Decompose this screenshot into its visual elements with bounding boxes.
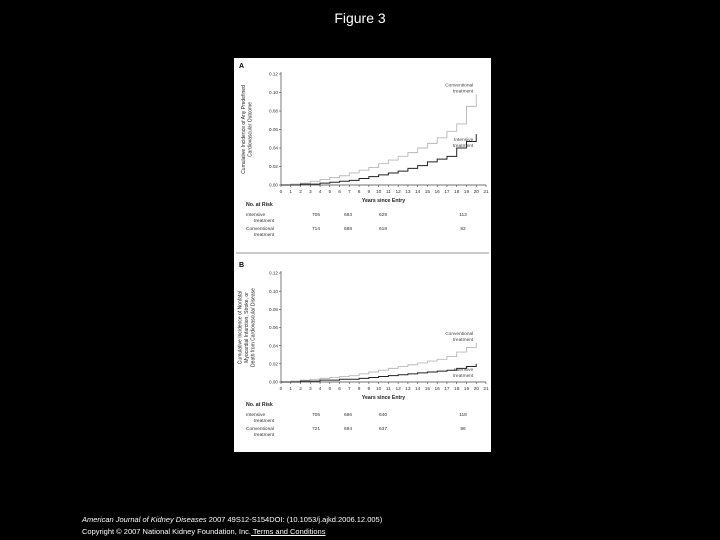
- risk-value: 637: [378, 427, 388, 432]
- y-axis-label: [238, 288, 257, 367]
- x-axis-label: Years since Entry: [361, 395, 406, 401]
- series-line-intensive: [281, 134, 476, 185]
- citation-line: [82, 514, 382, 526]
- series-label: treatment: [452, 373, 474, 379]
- risk-value: 113: [459, 213, 467, 218]
- x-tick-label: 20: [473, 387, 479, 392]
- series-label: Conventional: [445, 331, 474, 337]
- y-tick-label: 0.08: [269, 307, 278, 313]
- risk-row-label: Intensive: [246, 413, 266, 418]
- x-tick-label: 9: [367, 190, 371, 195]
- series-label: treatment: [452, 337, 474, 343]
- risk-value: 618: [378, 227, 388, 232]
- x-tick-label: 15: [424, 190, 431, 195]
- y-tick-label: 0.12: [269, 270, 278, 276]
- x-tick-label: 14: [414, 190, 421, 195]
- x-tick-label: 13: [405, 190, 411, 195]
- x-tick-label: 0: [279, 190, 283, 195]
- risk-table-header: No. at Risk: [246, 202, 273, 208]
- y-tick-label: 0.02: [269, 361, 278, 367]
- y-tick-label: 0.10: [269, 288, 278, 294]
- x-tick-label: 6: [338, 190, 341, 195]
- x-tick-label: 8: [357, 190, 361, 195]
- y-tick-label: 0.04: [269, 343, 278, 349]
- risk-value: 118: [459, 413, 467, 418]
- citation-text: 2007 49S12-S154DOI: (10.1053/j.ajkd.2006.12.005): [206, 515, 383, 524]
- y-tick-label: 0.06: [269, 325, 278, 331]
- x-tick-label: 17: [444, 387, 450, 392]
- terms-and-conditions-link[interactable]: Terms and Conditions: [250, 527, 326, 536]
- series-label: Intensive: [454, 138, 474, 144]
- x-tick-label: 16: [434, 190, 440, 195]
- x-axis-label: Years since Entry: [361, 198, 406, 204]
- risk-value: 640: [378, 413, 388, 418]
- x-tick-label: 11: [385, 387, 391, 392]
- y-axis-label-line: Death from Cardiovascular Disease: [250, 288, 257, 367]
- x-tick-label: 10: [375, 387, 382, 392]
- y-axis-label-line: Cumulative Incidence of Any Predefined: [240, 85, 247, 174]
- x-tick-label: 14: [414, 387, 421, 392]
- x-tick-label: 8: [357, 387, 361, 392]
- risk-row-label: Intensive: [246, 213, 266, 218]
- x-tick-label: 19: [463, 190, 470, 195]
- risk-value: 694: [343, 427, 353, 432]
- x-tick-label: 21: [483, 387, 489, 392]
- y-axis-label-line: Myocardial Infarction, Stroke, or: [244, 292, 250, 363]
- y-tick-label: 0.04: [269, 145, 278, 151]
- figure-panel: [234, 58, 491, 452]
- chart-panel-b: [238, 262, 489, 438]
- y-axis-label-line: Cardiovascular Outcome: [247, 101, 254, 158]
- x-tick-label: 11: [385, 190, 391, 195]
- y-tick-label: 0.12: [269, 71, 278, 77]
- risk-value: 92: [460, 227, 466, 232]
- x-tick-label: 16: [434, 387, 440, 392]
- risk-row-label: treatment: [254, 233, 275, 238]
- series-label: Conventional: [445, 83, 474, 89]
- y-tick-label: 0.00: [269, 379, 278, 385]
- risk-row-label: Conventional: [246, 227, 275, 232]
- x-tick-label: 1: [289, 190, 293, 195]
- risk-value: 683: [343, 213, 353, 218]
- series-label: Intensive: [454, 367, 474, 373]
- x-tick-label: 4: [318, 190, 322, 195]
- y-tick-label: 0.00: [269, 182, 278, 188]
- y-tick-label: 0.02: [269, 164, 278, 170]
- chart-panel-a: [239, 63, 489, 238]
- x-tick-label: 12: [395, 190, 401, 195]
- risk-value: 705: [311, 413, 321, 418]
- copyright-line: [82, 526, 382, 538]
- risk-value: 714: [311, 227, 321, 232]
- caption: [82, 514, 382, 538]
- x-tick-label: 4: [318, 387, 322, 392]
- copyright-text: Copyright © 2007 National Kidney Foundation, Inc.: [82, 527, 251, 536]
- x-tick-label: 7: [347, 387, 351, 392]
- y-axis-label: [241, 85, 254, 174]
- x-tick-label: 20: [473, 190, 479, 195]
- risk-value: 629: [378, 213, 388, 218]
- y-tick-label: 0.06: [269, 127, 278, 133]
- journal-name: American Journal of Kidney Diseases: [82, 515, 207, 524]
- x-tick-label: 7: [347, 190, 351, 195]
- x-tick-label: 2: [299, 190, 302, 195]
- risk-table-header: No. at Risk: [246, 402, 273, 408]
- x-tick-label: 5: [328, 190, 332, 195]
- x-tick-label: 2: [299, 387, 302, 392]
- risk-value: 721: [311, 427, 321, 432]
- x-tick-label: 18: [454, 190, 460, 195]
- y-tick-label: 0.08: [269, 108, 278, 114]
- risk-value: 686: [343, 413, 353, 418]
- x-tick-label: 5: [328, 387, 332, 392]
- risk-row-label: Conventional: [246, 427, 275, 432]
- risk-value: 688: [343, 227, 353, 232]
- x-tick-label: 21: [483, 190, 489, 195]
- panel-label: B: [239, 262, 245, 269]
- risk-row-label: treatment: [254, 219, 275, 224]
- x-tick-label: 6: [338, 387, 341, 392]
- y-axis-label-line: Cumulative Incidence of Nonfatal: [237, 290, 244, 365]
- x-tick-label: 3: [308, 190, 312, 195]
- x-tick-label: 0: [279, 387, 283, 392]
- x-tick-label: 19: [463, 387, 470, 392]
- x-tick-label: 15: [424, 387, 431, 392]
- series-label: treatment: [452, 144, 474, 150]
- risk-value: 705: [311, 213, 321, 218]
- x-tick-label: 18: [454, 387, 460, 392]
- y-tick-label: 0.10: [269, 90, 278, 96]
- panel-label: A: [239, 63, 245, 70]
- slide-title: Figure 3: [334, 10, 386, 26]
- figure-svg: [234, 58, 491, 452]
- x-tick-label: 3: [308, 387, 312, 392]
- x-tick-label: 12: [395, 387, 401, 392]
- x-tick-label: 17: [444, 190, 450, 195]
- x-tick-label: 13: [405, 387, 411, 392]
- x-tick-label: 9: [367, 387, 371, 392]
- risk-value: 96: [460, 427, 466, 432]
- x-tick-label: 1: [289, 387, 293, 392]
- series-label: treatment: [452, 89, 474, 95]
- risk-row-label: treatment: [254, 433, 275, 438]
- series-line-conventional: [281, 94, 476, 185]
- risk-row-label: treatment: [254, 419, 275, 424]
- x-tick-label: 10: [375, 190, 382, 195]
